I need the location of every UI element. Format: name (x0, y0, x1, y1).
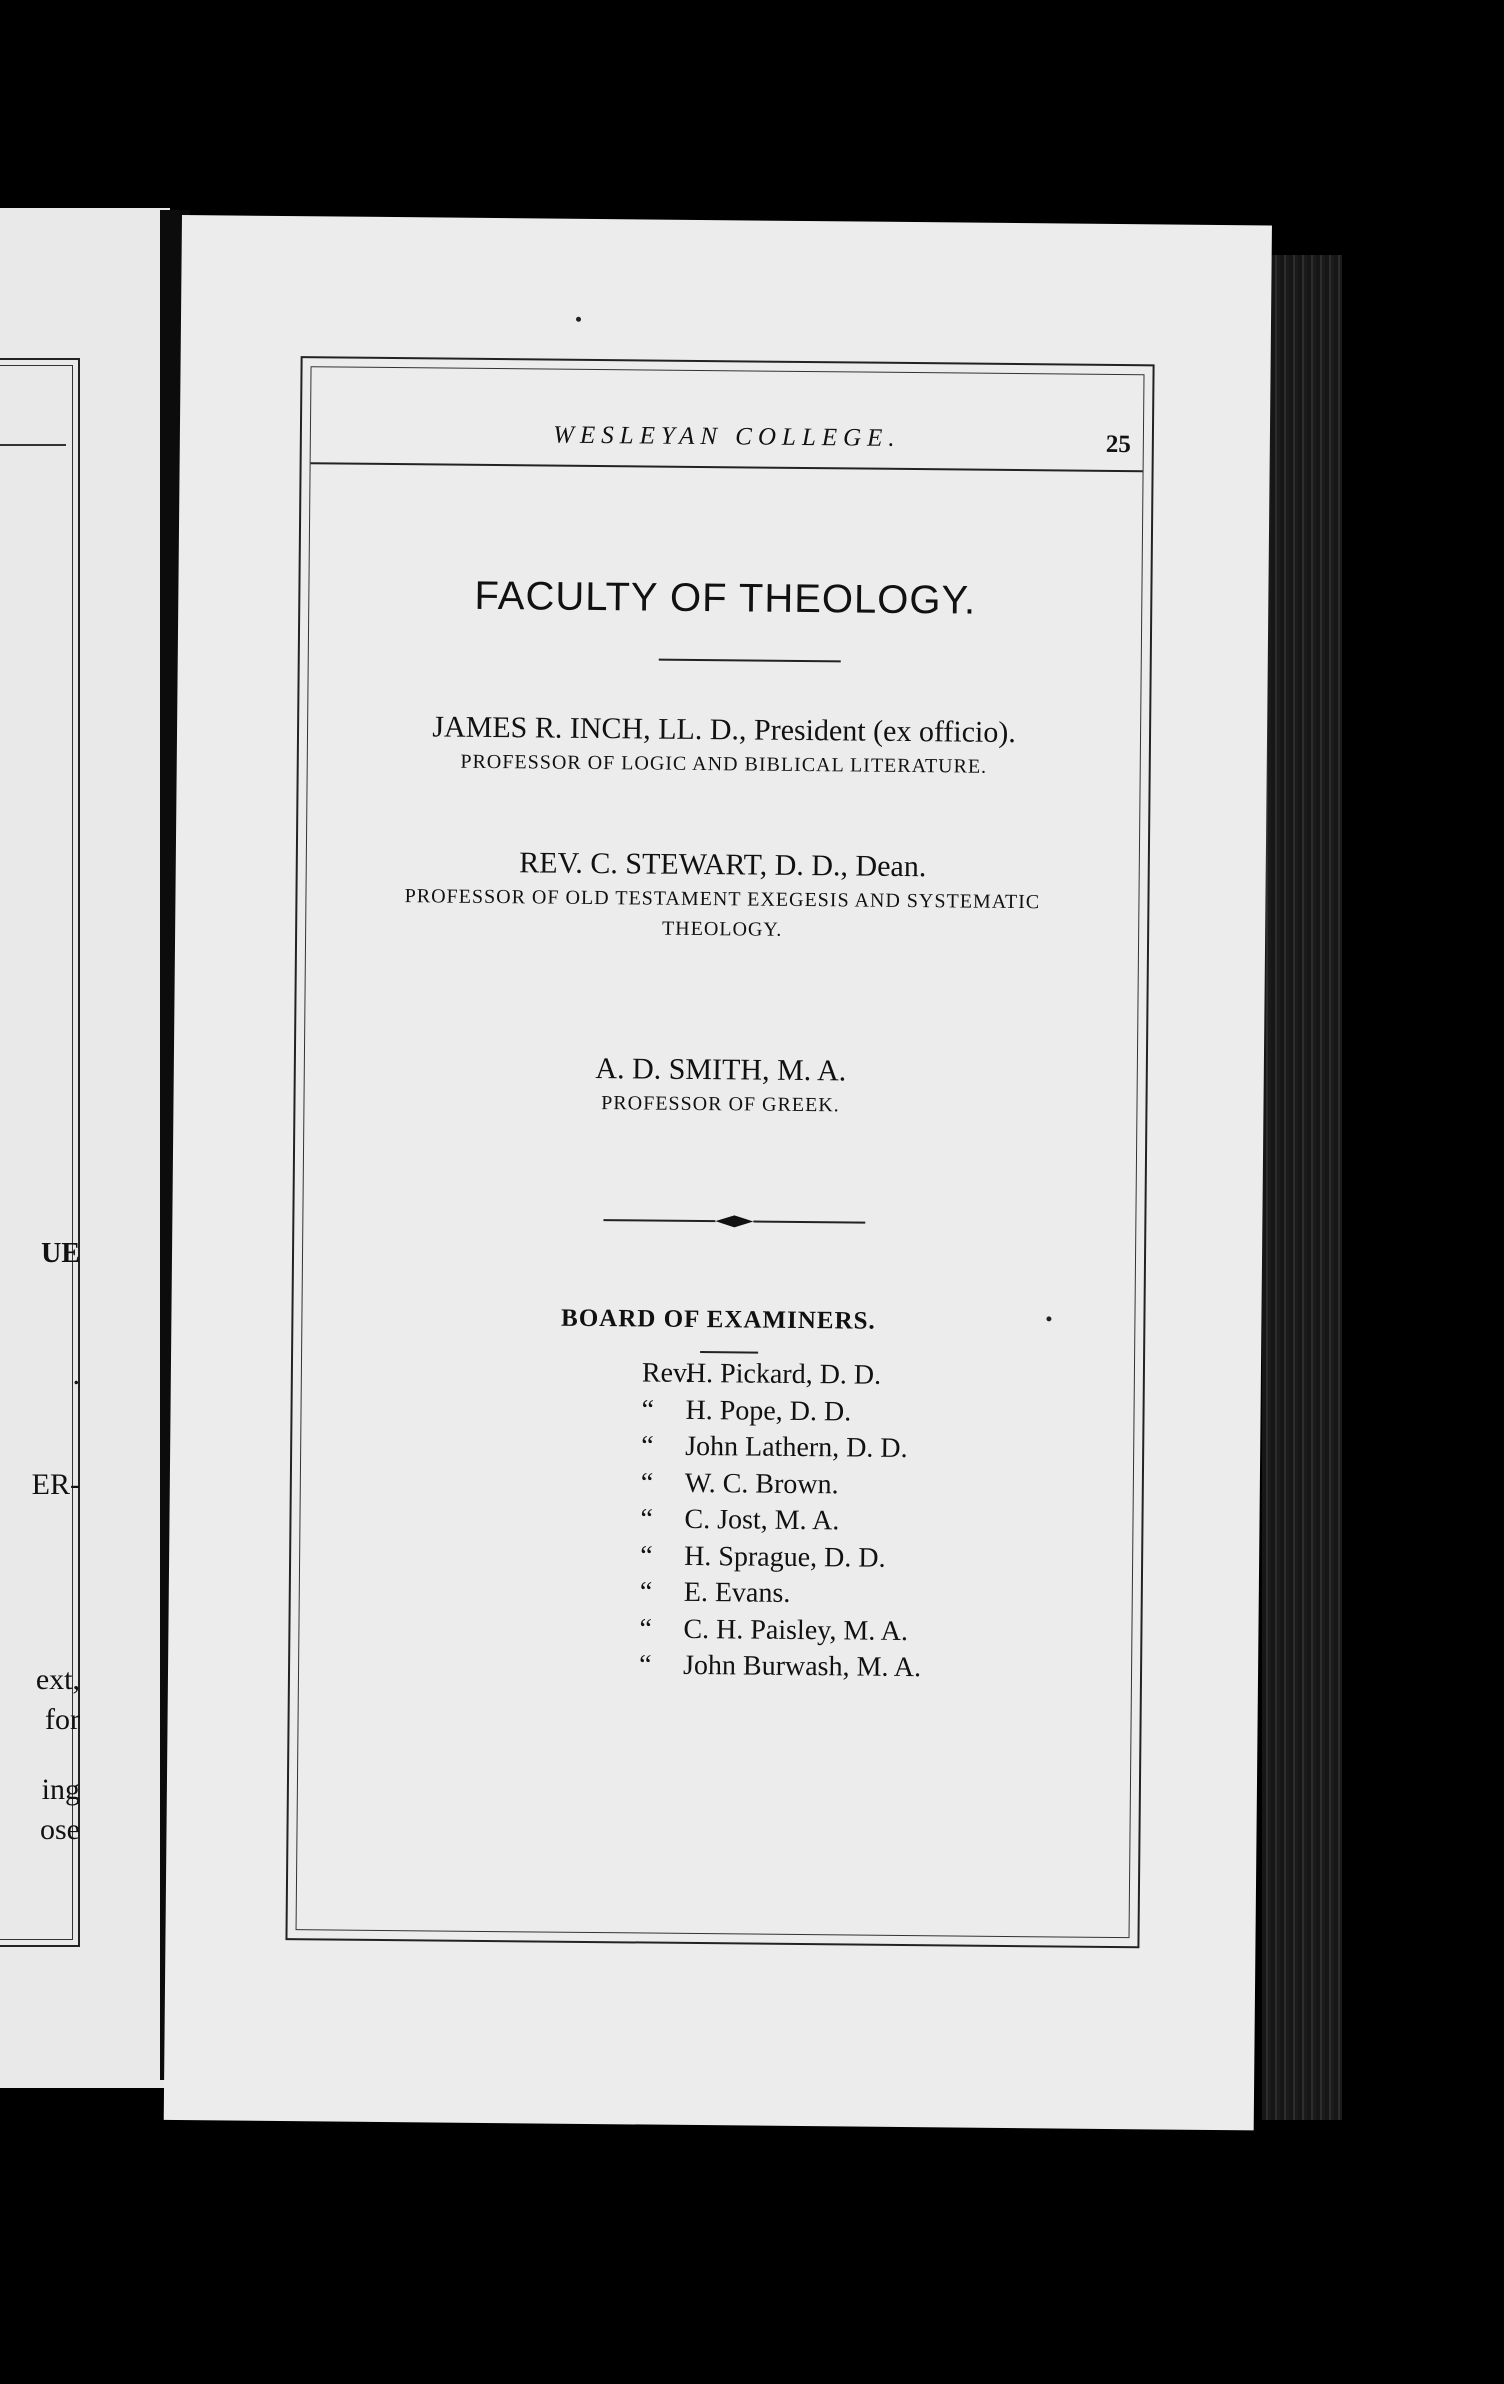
list-item (641, 1428, 923, 1467)
faculty-title: PROFESSOR OF LOGIC AND BIBLICAL LITERATURE. (460, 750, 988, 778)
list-item (641, 1465, 923, 1504)
left-fragment-2: . (72, 1358, 80, 1391)
header-rule (311, 462, 1143, 472)
examiner-prefix: “ (638, 1649, 652, 1681)
examiner-name: C. H. Paisley, M. A. (683, 1613, 909, 1647)
faculty-name: JAMES R. INCH, LL. D., President (ex officio). (432, 710, 1017, 750)
right-page (164, 215, 1272, 2130)
examiner-prefix: “ (640, 1466, 654, 1499)
left-fragment-6: ing (41, 1773, 80, 1806)
examiner-prefix: “ (641, 1393, 655, 1426)
examiner-prefix: “ (640, 1503, 654, 1535)
list-item (642, 1355, 924, 1394)
examiner-name: E. Evans. (683, 1576, 791, 1609)
faculty-entry (306, 842, 1139, 948)
examiner-prefix: “ (641, 1430, 654, 1462)
examiner-name: H. Sprague, D. D. (684, 1540, 886, 1574)
page-border-inner (296, 366, 1145, 1938)
page-number: 25 (1105, 430, 1131, 459)
ink-speck (576, 317, 581, 322)
list-item (640, 1538, 922, 1577)
list-item (640, 1574, 922, 1613)
board-heading-rule (700, 1351, 758, 1354)
examiner-prefix: Rev. (641, 1357, 693, 1389)
left-page-head-rule (0, 444, 66, 446)
examiner-name: C. Jost, M. A. (684, 1503, 840, 1537)
left-fragment-4: ext, (35, 1663, 80, 1696)
examiner-prefix: “ (640, 1539, 653, 1572)
examiner-prefix: “ (639, 1612, 653, 1645)
title-underline (659, 659, 841, 663)
left-fragment-3: ER- (31, 1468, 80, 1501)
faculty-name: A. D. SMITH, M. A. (595, 1052, 847, 1088)
faculty-entry (308, 707, 1141, 783)
page-edges (1262, 255, 1342, 2120)
examiner-name: W. C. Brown. (684, 1467, 839, 1500)
examiner-name: John Lathern, D. D. (685, 1430, 908, 1465)
faculty-title-continued: THEOLOGY. (661, 917, 783, 941)
faculty-entry (304, 1047, 1137, 1123)
faculty-title: PROFESSOR OF OLD TESTAMENT EXEGESIS AND SYSTEMATIC (404, 885, 1041, 914)
examiner-name: H. Pickard, D. D. (685, 1357, 882, 1391)
list-item (641, 1392, 923, 1431)
board-heading: BOARD OF EXAMINERS. (560, 1304, 876, 1335)
running-head: WESLEYAN COLLEGE. (553, 421, 901, 452)
list-item (639, 1647, 921, 1686)
left-fragment-7: ose (40, 1813, 80, 1846)
ornamental-divider (603, 1210, 865, 1233)
faculty-name: REV. C. STEWART, D. D., Dean. (519, 846, 927, 884)
examiner-name: H. Pope, D. D. (685, 1394, 852, 1427)
list-item (639, 1611, 921, 1650)
list-item (640, 1501, 922, 1540)
section-title: FACULTY OF THEOLOGY. (474, 573, 977, 623)
examiner-prefix: “ (639, 1576, 653, 1608)
left-page-fragment (0, 208, 170, 2088)
left-fragment-5: for (45, 1703, 80, 1736)
left-fragment-1: UE (41, 1238, 80, 1269)
examiners-list (639, 1355, 924, 1686)
faculty-title: PROFESSOR OF GREEK. (601, 1092, 840, 1117)
page-border (285, 356, 1154, 1948)
examiner-name: John Burwash, M. A. (682, 1649, 922, 1684)
